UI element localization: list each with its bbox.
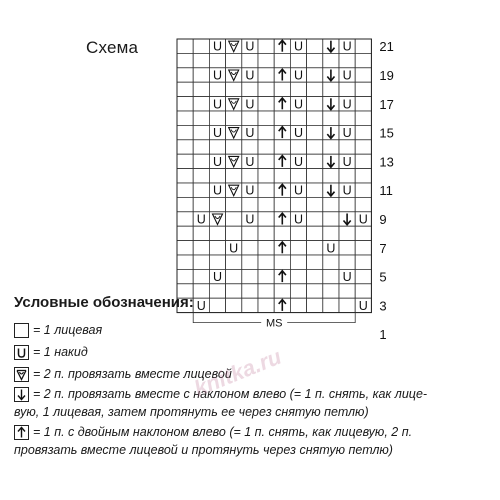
chart-cell [242,111,258,125]
chart-cell [274,140,290,154]
chart-cell [193,111,209,125]
chart-cell [274,53,290,67]
chart-cell [258,269,274,283]
yarn-over-symbol: U [342,126,352,141]
chart-cell [307,140,323,154]
legend-text-sk2p: = 1 п. с двойным наклоном влево (= 1 п. снять, как лицевую, 2 п. [33,425,413,439]
row-number: 15 [379,125,394,141]
chart-cell [177,169,193,183]
chart-cell [209,53,225,67]
chart-cell [307,197,323,211]
yarn-over-symbol: U [358,298,368,313]
sk2p-icon [14,425,29,440]
yarn-over-symbol: U [293,183,304,198]
yarn-over-symbol: U [212,39,223,54]
chart-cell [290,241,306,255]
yarn-over-symbol: U [212,183,223,198]
chart-cell [177,68,193,82]
watermark-logo: knitka.ru [190,343,285,402]
chart-cell [226,226,242,240]
chart-cell [258,169,274,183]
chart-cell [242,169,258,183]
chart-cell [307,39,323,53]
chart-cell [274,111,290,125]
chart-cell [307,82,323,96]
chart-cell [177,241,193,255]
chart-cell [290,169,306,183]
chart-cell [226,82,242,96]
chart-cell [323,111,339,125]
yarn-over-symbol: U [196,212,206,227]
chart-cell [226,284,242,298]
chart-cell [242,140,258,154]
chart-cell [209,140,225,154]
chart-cell [209,197,225,211]
yarn-over-symbol: U [212,126,223,141]
chart-cell [193,241,209,255]
chart-cell [193,169,209,183]
legend-heading: Условные обозначения: [14,294,194,311]
chart-cell [339,169,355,183]
chart-cell [355,241,371,255]
chart-cell [193,183,209,197]
row-number: 7 [379,240,387,256]
repeat-label: MS [265,317,283,330]
chart-cell [193,226,209,240]
chart-cell [355,226,371,240]
chart-cell [355,169,371,183]
chart-cell [209,255,225,269]
yarn-over-symbol: U [229,241,239,256]
yarn-over-symbol: U [245,126,255,141]
chart-cell [307,212,323,226]
chart-cell [177,140,193,154]
legend-text-knit: = 1 лицевая [33,323,103,337]
yarn-over-symbol: U [342,97,352,112]
legend-text-yarn-over: = 1 накид [33,345,88,359]
chart-cell [177,125,193,139]
chart-cell [258,226,274,240]
yarn-over-symbol: U [342,270,352,285]
chart-cell [307,255,323,269]
chart-cell [242,255,258,269]
row-number: 3 [379,298,387,314]
chart-cell [193,39,209,53]
chart-cell [258,97,274,111]
knit-icon [14,323,29,338]
chart-cell [274,197,290,211]
chart-cell [290,284,306,298]
legend-text-sk2p-cont: провязать вместе лицевой и протянуть через снятую петлю) [14,443,393,457]
chart-cell [226,169,242,183]
chart-cell [193,255,209,269]
yarn-over-symbol: U [212,97,223,112]
chart-cell [323,197,339,211]
chart-cell [307,298,323,312]
chart-cell [242,298,258,312]
row-number: 11 [379,183,393,199]
yarn-over-symbol: U [293,126,304,141]
chart-cell [355,97,371,111]
chart-cell [355,125,371,139]
chart-cell [258,125,274,139]
chart-cell [307,154,323,168]
ssk-icon [14,387,29,402]
yarn-over-symbol: U [293,154,304,169]
chart-cell [307,68,323,82]
chart-cell [274,255,290,269]
yarn-over-symbol: U [245,39,255,54]
chart-cell [177,111,193,125]
chart-cell [339,82,355,96]
chart-cell [242,82,258,96]
row-number: 19 [379,68,394,83]
chart-cell [355,39,371,53]
chart-cell [193,269,209,283]
chart-cell [307,53,323,67]
yarn-over-symbol: U [245,183,255,198]
chart-cell [177,97,193,111]
chart-cell [307,269,323,283]
chart-cell [177,197,193,211]
chart-cell [323,53,339,67]
yarn-over-symbol: U [293,97,304,112]
chart-cell [193,197,209,211]
chart-cell [258,111,274,125]
chart-cell [355,111,371,125]
chart-cell [193,53,209,67]
chart-cell [355,82,371,96]
chart-cell [323,226,339,240]
yarn-over-icon [14,345,29,360]
chart-cell [274,82,290,96]
yarn-over-symbol: U [245,154,255,169]
chart-cell [242,284,258,298]
row-number: 1 [379,327,387,343]
chart-cell [258,68,274,82]
row-number: 17 [379,96,394,112]
chart-cell [290,197,306,211]
yarn-over-symbol: U [196,298,206,313]
chart-cell [226,140,242,154]
chart-cell [226,269,242,283]
yarn-over-symbol: U [212,154,223,169]
yarn-over-symbol: U [293,212,304,227]
chart-cell [177,226,193,240]
legend-text-ssk: = 2 п. провязать вместе с наклоном влево (= 1 п. снять, как лице- [33,387,428,401]
yarn-over-symbol: U [212,270,223,285]
chart-cell [339,226,355,240]
yarn-over-symbol: U [326,241,336,256]
legend-text-k2tog: = 2 п. провязать вместе лицевой [33,367,232,381]
chart-cell [193,284,209,298]
chart-cell [274,226,290,240]
row-number: 9 [379,212,387,227]
yarn-over-symbol: U [358,212,368,227]
chart-cell [339,255,355,269]
chart-cell [307,183,323,197]
chart-cell [258,140,274,154]
chart-cell [258,53,274,67]
chart-cell [307,169,323,183]
chart-cell [226,111,242,125]
chart-cell [258,82,274,96]
chart-cell [339,111,355,125]
chart-cell [290,111,306,125]
chart-cell [307,97,323,111]
chart-cell [339,197,355,211]
chart-cell [226,53,242,67]
chart-cell [177,269,193,283]
chart-cell [226,255,242,269]
chart-cell [339,241,355,255]
yarn-over-symbol: U [342,154,352,169]
legend-text-ssk-cont: вую, 1 лицевая, затем протянуть ее через снятую петлю) [14,405,369,419]
k2tog-icon [14,367,29,382]
chart-cell [193,82,209,96]
chart-cell [258,197,274,211]
chart-cell [323,255,339,269]
row-number: 13 [379,154,394,170]
chart-title: Схема [86,38,139,57]
chart-cell [242,241,258,255]
chart-cell [274,284,290,298]
chart-cell [290,298,306,312]
chart-cell [258,39,274,53]
chart-cell [323,269,339,283]
chart-cell [355,68,371,82]
chart-cell [258,241,274,255]
yarn-over-symbol: U [342,39,352,54]
chart-cell [323,284,339,298]
chart-cell [355,53,371,67]
chart-cell [339,53,355,67]
yarn-over-symbol: U [342,183,352,198]
chart-cell [307,125,323,139]
chart-cell [355,255,371,269]
yarn-over-symbol: U [245,212,255,227]
chart-cell [177,183,193,197]
yarn-over-symbol: U [342,68,352,83]
chart-cell [177,82,193,96]
row-number: 5 [379,269,387,285]
chart-cell [355,284,371,298]
chart-cell [242,197,258,211]
chart-cell [209,226,225,240]
chart-cell [355,269,371,283]
chart-cell [355,154,371,168]
chart-cell [258,255,274,269]
chart-cell [339,140,355,154]
chart-cell [209,284,225,298]
chart-cell [355,183,371,197]
yarn-over-symbol: U [245,68,255,83]
chart-cell [209,169,225,183]
yarn-over-symbol: U [293,39,304,54]
chart-cell [242,269,258,283]
chart-cell [290,255,306,269]
row-number: 21 [379,39,394,55]
chart-cell [307,241,323,255]
chart-cell [339,284,355,298]
chart-cell [193,140,209,154]
chart-cell [307,111,323,125]
chart-cell [290,226,306,240]
yarn-over-symbol: U [212,68,223,83]
chart-cell [258,284,274,298]
chart-cell [323,169,339,183]
chart-cell [177,255,193,269]
chart-cell [355,140,371,154]
chart-cell [339,298,355,312]
chart-cell [193,125,209,139]
chart-cell [258,212,274,226]
chart-cell [258,154,274,168]
chart-cell [177,39,193,53]
chart-cell [274,169,290,183]
yarn-over-symbol: U [245,97,255,112]
chart-cell [307,226,323,240]
chart-cell [177,212,193,226]
chart-cell [323,82,339,96]
chart-cell [307,284,323,298]
chart-cell [226,212,242,226]
chart-cell [209,241,225,255]
chart-cell [242,53,258,67]
chart-cell [242,226,258,240]
chart-cell [209,82,225,96]
chart-cell [355,197,371,211]
chart-cell [290,82,306,96]
chart-cell [290,269,306,283]
chart-cell [209,298,225,312]
chart-cell [323,140,339,154]
chart-cell [226,298,242,312]
chart-cell [177,53,193,67]
chart-cell [193,97,209,111]
chart-cell [258,298,274,312]
chart-cell [323,212,339,226]
chart-cell [193,68,209,82]
chart-cell [290,53,306,67]
chart-cell [209,111,225,125]
chart-cell [323,298,339,312]
chart-cell [258,183,274,197]
chart-cell [290,140,306,154]
chart-cell [193,154,209,168]
yarn-over-symbol: U [293,68,304,83]
chart-cell [226,197,242,211]
chart-cell [177,154,193,168]
